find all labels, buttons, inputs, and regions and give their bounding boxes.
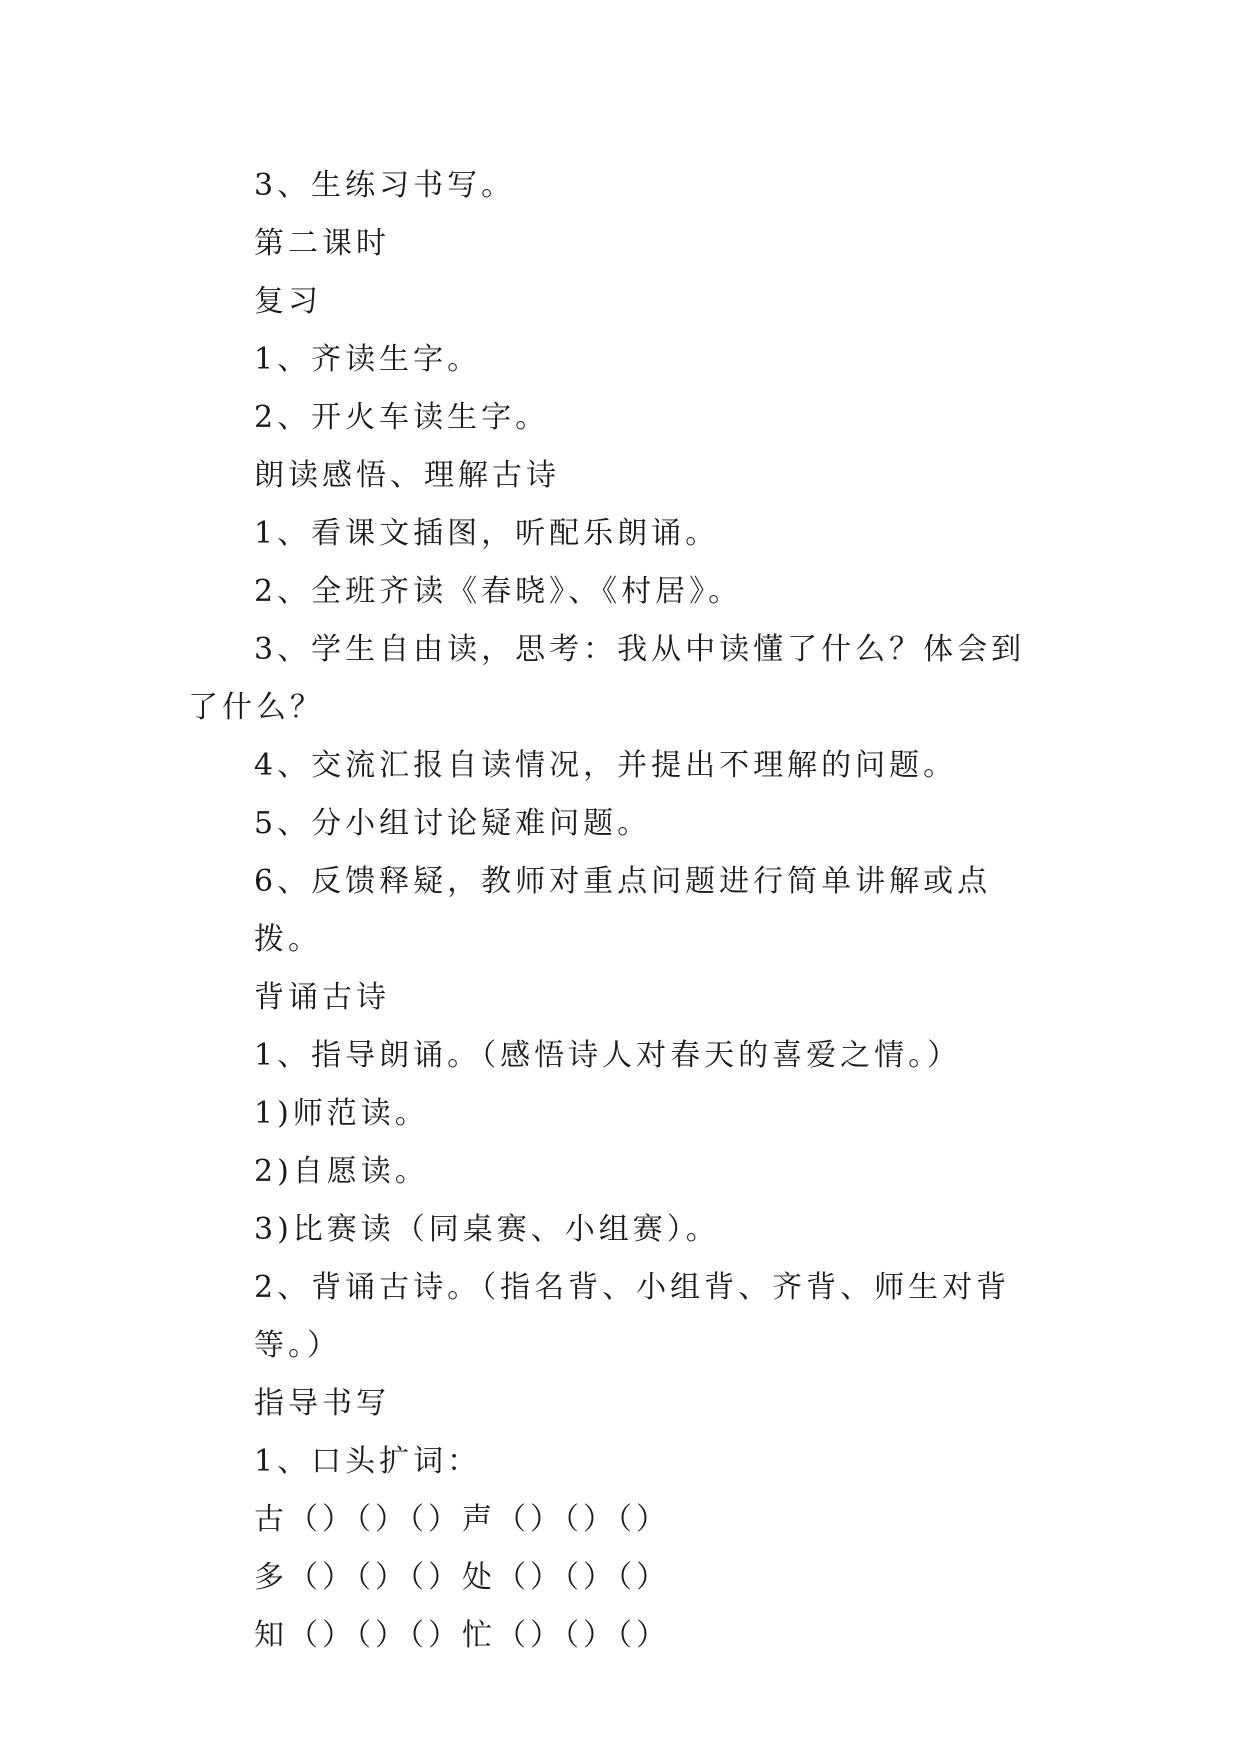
text-line: 1、指导朗诵。（感悟诗人对春天的喜爱之情。） bbox=[254, 1038, 962, 1073]
text-line: 5、分小组讨论疑难问题。 bbox=[254, 806, 652, 841]
text-line: 3、生练习书写。 bbox=[254, 168, 516, 203]
word-expansion-row: 知（）（）（）忙（）（）（） bbox=[254, 1618, 670, 1653]
text-line: 6、反馈释疑，教师对重点问题进行简单讲解或点拨。 bbox=[254, 864, 992, 957]
text-line: 2)自愿读。 bbox=[254, 1154, 429, 1189]
section-heading: 第二课时 bbox=[254, 226, 390, 261]
text-line: 1、看课文插图，听配乐朗诵。 bbox=[254, 516, 720, 551]
section-heading: 复习 bbox=[254, 284, 322, 319]
text-line: 3)比赛读（同桌赛、小组赛）。 bbox=[254, 1212, 720, 1247]
word-expansion-row: 古（）（）（）声（）（）（） bbox=[254, 1502, 670, 1537]
text-line: 2、全班齐读《春晓》、《村居》。 bbox=[254, 574, 743, 609]
word-expansion-row: 多（）（）（）处（）（）（） bbox=[254, 1560, 670, 1595]
text-line: 3、学生自由读，思考：我从中读懂了什么？体会到了什么？ bbox=[188, 632, 1026, 725]
text-line: 2、背诵古诗。（指名背、小组背、齐背、师生对背等。） bbox=[254, 1270, 1011, 1363]
text-line: 4、交流汇报自读情况，并提出不理解的问题。 bbox=[254, 748, 958, 783]
text-line: 1、齐读生字。 bbox=[254, 342, 482, 377]
text-line: 1)师范读。 bbox=[254, 1096, 429, 1131]
text-line: 1、口头扩词： bbox=[254, 1444, 482, 1479]
section-heading: 朗读感悟、理解古诗 bbox=[254, 458, 560, 493]
document-body bbox=[188, 157, 1058, 1665]
text-line: 2、开火车读生字。 bbox=[254, 400, 550, 435]
section-heading: 背诵古诗 bbox=[254, 980, 390, 1015]
section-heading: 指导书写 bbox=[254, 1386, 390, 1421]
